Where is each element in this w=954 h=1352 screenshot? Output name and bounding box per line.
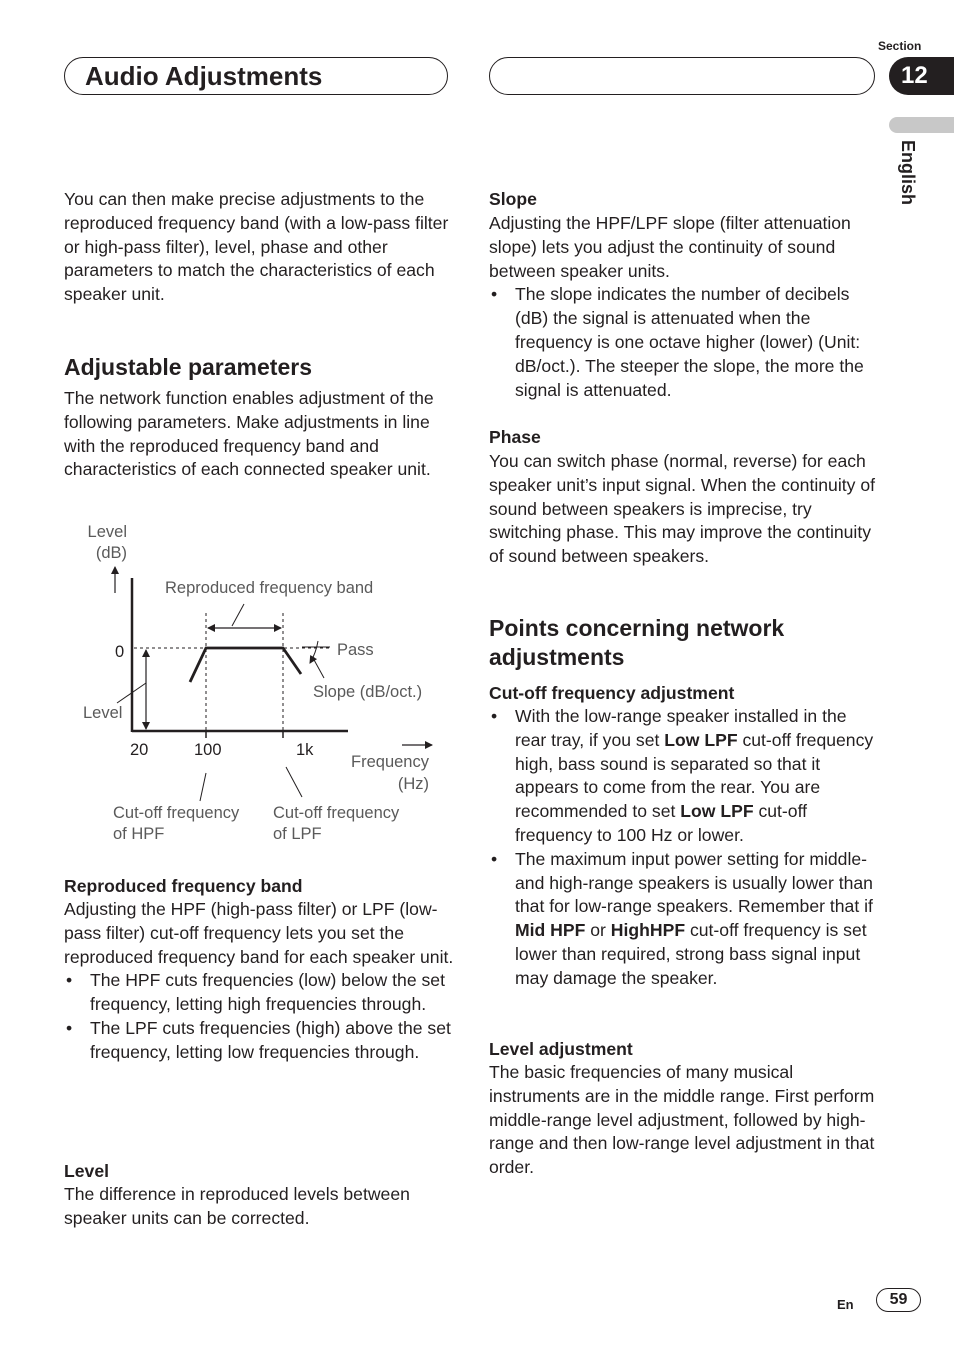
phase-heading: Phase <box>489 427 541 447</box>
cutoff-text-1c: cut-off frequency to 100 Hz or lower. <box>515 801 808 845</box>
reproduced-band-heading: Reproduced frequency band <box>64 876 303 896</box>
points-heading <box>489 614 881 672</box>
phase-text: You can switch phase (normal, reverse) for each speaker unit’s input signal. When the continuity of sound between speakers is imprecise, try switching phase. This may improve the continuity of sound between speakers. <box>489 451 875 567</box>
level-adjustment-text: The basic frequencies of many musical instruments are in the middle range. First perform middle-range level adjustment, followed by high-range and then low-range level adjustment in that order. <box>489 1062 875 1178</box>
tick-label-1k: 1k <box>296 741 314 759</box>
points-heading-line2: adjustments <box>489 644 625 670</box>
cutoff-text-1a: With the low-range speaker installed in the rear tray, if you set <box>515 706 847 750</box>
cutoff-text-2b: or <box>585 920 611 941</box>
slope-leader-line <box>313 658 324 678</box>
section-number-badge: 12 <box>889 57 954 95</box>
level-heading: Level <box>64 1161 109 1181</box>
slope-list <box>489 283 881 402</box>
hpf-label-line2: of HPF <box>113 825 165 843</box>
level-axis-label: Level <box>87 523 127 541</box>
cutoff-heading: Cut-off frequency adjustment <box>489 683 735 703</box>
pass-label: Pass <box>337 641 374 659</box>
mid-hpf-term: Mid HPF <box>515 920 586 941</box>
cutoff-section <box>489 705 881 991</box>
page-number: 59 <box>876 1288 921 1312</box>
page-title: Audio Adjustments <box>85 61 323 91</box>
zero-label: 0 <box>115 643 125 661</box>
low-lpf-term: Low LPF <box>664 729 738 750</box>
section-label: Section <box>878 39 922 53</box>
band-leader-line <box>232 604 244 626</box>
header-empty-frame <box>489 57 875 95</box>
slope-label: Slope (dB/oct.) <box>313 683 423 701</box>
adjustable-parameters-text: The network function enables adjustment of the following parameters. Make adjustments in line with the reproduced frequency band and characteristics of each connected speaker unit. <box>64 388 434 480</box>
adjustable-parameters-heading: Adjustable parameters <box>64 354 312 380</box>
list-item: • The HPF cuts frequencies (low) below the set frequency, letting high frequencies through. <box>64 969 456 1017</box>
slope-section <box>489 212 881 402</box>
low-lpf-term: Low LPF <box>680 801 754 822</box>
level-label: Level <box>83 704 123 722</box>
cutoff-list <box>489 705 881 991</box>
language-tab <box>889 117 954 133</box>
response-curve <box>190 648 301 682</box>
level-axis-unit: (dB) <box>95 544 127 562</box>
reproduced-band-section <box>64 898 456 1065</box>
lpf-leader-line <box>286 767 302 797</box>
slope-heading: Slope <box>489 189 537 209</box>
list-item <box>489 705 881 848</box>
frequency-axis-label: Frequency <box>351 753 429 771</box>
points-heading-line1: Points concerning network <box>489 615 785 641</box>
hpf-leader-line <box>200 773 206 801</box>
level-adjustment-heading: Level adjustment <box>489 1039 633 1059</box>
list-item: • The LPF cuts frequencies (high) above the set frequency, letting low frequencies through. <box>64 1017 456 1065</box>
language-label: English <box>898 140 918 206</box>
lpf-label-line2: of LPF <box>273 825 322 843</box>
reproduced-band-list <box>64 969 456 1064</box>
frequency-band-diagram <box>60 515 455 855</box>
cutoff-text-1b: cut-off frequency high, bass sound is separated so that it appears to come from the rear. You are recommended to set <box>515 729 874 822</box>
reproduced-band-text: Adjusting the HPF (high-pass filter) or LPF (low-pass filter) cut-off frequency lets you set the reproduced frequency band for each speaker unit. <box>64 899 454 967</box>
list-item: • The slope indicates the number of decibels (dB) the signal is attenuated when the frequency is one octave higher (lower) (Unit: dB/oct.). The steeper the slope, the more the signal is attenuated. <box>489 283 881 402</box>
band-label: Reproduced frequency band <box>165 579 374 597</box>
tick-label-20: 20 <box>130 741 149 759</box>
slope-text: Adjusting the HPF/LPF slope (filter attenuation slope) lets you adjust the continuity of sound between speaker units. <box>489 213 851 281</box>
tick-label-100: 100 <box>194 741 222 759</box>
intro-paragraph: You can then make precise adjustments to the reproduced frequency band (with a low-pass filter or high-pass filter), level, phase and other parameters to match the characteristics of each speaker unit. <box>64 189 449 305</box>
hpf-label-line1: Cut-off frequency <box>113 804 240 822</box>
high-hpf-term: HighHPF <box>610 920 686 941</box>
language-code: En <box>837 1297 854 1312</box>
list-item <box>489 848 881 991</box>
cutoff-text-2c: cut-off frequency is set lower than required, strong bass signal input may damage the speaker. <box>515 920 867 988</box>
frequency-axis-unit: (Hz) <box>397 775 429 793</box>
level-text: The difference in reproduced levels between speaker units can be corrected. <box>64 1184 410 1228</box>
cutoff-text-2a: The maximum input power setting for middle- and high-range speakers is usually lower than that for low-range speakers. Remember that if <box>515 848 873 917</box>
lpf-label-line1: Cut-off frequency <box>273 804 400 822</box>
